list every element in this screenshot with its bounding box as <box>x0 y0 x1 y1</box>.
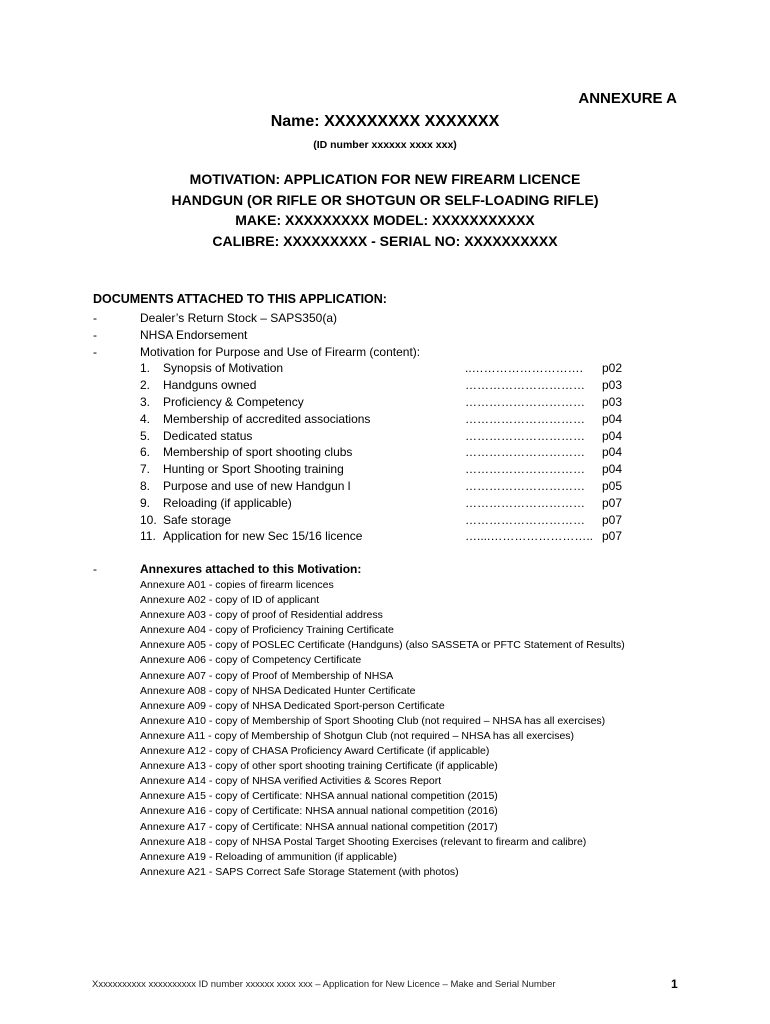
annexure-item: Annexure A07 - copy of Proof of Membership of NHSA <box>140 669 394 682</box>
annexure-item: Annexure A05 - copy of POSLEC Certificate (Handguns) (also SASSETA or PFTC Statement of Results) <box>140 639 625 652</box>
annexure-item: Annexure A19 - Reloading of ammunition (if applicable) <box>140 850 397 863</box>
annexure-item: Annexure A08 - copy of NHSA Dedicated Hunter Certificate <box>140 684 416 697</box>
annexure-item: Annexure A12 - copy of CHASA Proficiency Award Certificate (if applicable) <box>140 745 490 758</box>
annexure-item: Annexure A13 - copy of other sport shooting training Certificate (if applicable) <box>140 760 498 773</box>
page-number: 1 <box>671 977 678 991</box>
documents-list <box>93 310 733 545</box>
contents-item: 4. Membership of accredited associations ………………………… p04 <box>140 411 623 426</box>
annexures-heading-row: - Annexures attached to this Motivation: <box>93 562 362 576</box>
applicant-name: Name: XXXXXXXXX XXXXXXX <box>270 113 500 130</box>
contents-item: 5. Dedicated status ………………………… p04 <box>140 428 623 443</box>
contents-item: 8. Purpose and use of new Handgun l ………………………… p05 <box>140 478 623 493</box>
annexure-item: Annexure A10 - copy of Membership of Sport Shooting Club (not required – NHSA has all exercises) <box>140 714 606 727</box>
contents-item: 2. Handguns owned ………………………… p03 <box>140 378 623 393</box>
annexure-item: Annexure A04 - copy of Proficiency Training Certificate <box>140 624 394 637</box>
documents-heading: DOCUMENTS ATTACHED TO THIS APPLICATION: <box>93 292 387 306</box>
annexure-item: Annexure A18 - copy of NHSA Postal Target Shooting Exercises (relevant to firearm and calibre) <box>140 835 587 848</box>
annexure-label: ANNEXURE A <box>578 90 677 107</box>
annexure-item: Annexure A14 - copy of NHSA verified Activities & Scores Report <box>140 775 442 788</box>
contents-item: 10. Safe storage ………………………… p07 <box>140 512 623 527</box>
contents-item: 9. Reloading (if applicable) ………………………… p07 <box>140 495 623 510</box>
motivation-title-block <box>0 169 770 251</box>
document-bullet: - Motivation for Purpose and Use of Firearm (content): <box>93 344 421 359</box>
document-bullet: - NHSA Endorsement <box>93 327 248 342</box>
annexure-item: Annexure A01 - copies of firearm licences <box>140 579 334 591</box>
annexure-item: Annexure A17 - copy of Certificate: NHSA annual national competition (2017) <box>140 820 498 833</box>
annexure-item: Annexure A11 - copy of Membership of Shotgun Club (not required – NHSA has all exercises) <box>140 729 575 742</box>
annexure-item: Annexure A06 - copy of Competency Certificate <box>140 654 362 667</box>
annexure-item: Annexure A21 - SAPS Correct Safe Storage Statement (with photos) <box>140 865 459 878</box>
annexures-heading: Annexures attached to this Motivation: <box>140 562 362 576</box>
firearm-type-line: HANDGUN (OR RIFLE OR SHOTGUN OR SELF-LOADING RIFLE) <box>171 191 599 208</box>
annexure-item: Annexure A16 - copy of Certificate: NHSA annual national competition (2016) <box>140 805 498 818</box>
annexures-list <box>140 578 700 880</box>
contents-item: 7. Hunting or Sport Shooting training ………………………… p04 <box>140 462 623 477</box>
motivation-line: MOTIVATION: APPLICATION FOR NEW FIREARM LICENCE <box>189 171 581 187</box>
make-model-line: MAKE: XXXXXXXXX MODEL: XXXXXXXXXXX <box>235 212 535 228</box>
footer-text: Xxxxxxxxxxx xxxxxxxxxx ID number xxxxxx xxxx xxx – Application for New Licence – Make and Serial Number <box>92 979 556 990</box>
annexure-item: Annexure A09 - copy of NHSA Dedicated Sport-person Certificate <box>140 699 445 712</box>
calibre-serial-line: CALIBRE: XXXXXXXXX - SERIAL NO: XXXXXXXXXX <box>212 232 558 249</box>
contents-item: 3. Proficiency & Competency ………………………… p03 <box>140 394 623 409</box>
annexure-item: Annexure A03 - copy of proof of Residential address <box>140 609 383 622</box>
annexure-item: Annexure A15 - copy of Certificate: NHSA annual national competition (2015) <box>140 790 498 803</box>
id-number: (ID number xxxxxx xxxx xxx) <box>313 139 457 151</box>
contents-item: 1. Synopsis of Motivation ..………………………. p02 <box>140 361 623 376</box>
contents-item: 11. Application for new Sec 15/16 licence …....…………………….. p07 <box>140 529 623 544</box>
contents-item: 6. Membership of sport shooting clubs ………………………… p04 <box>140 445 623 460</box>
annexure-item: Annexure A02 - copy of ID of applicant <box>140 594 320 607</box>
document-bullet: - Dealer’s Return Stock – SAPS350(a) <box>93 311 337 325</box>
